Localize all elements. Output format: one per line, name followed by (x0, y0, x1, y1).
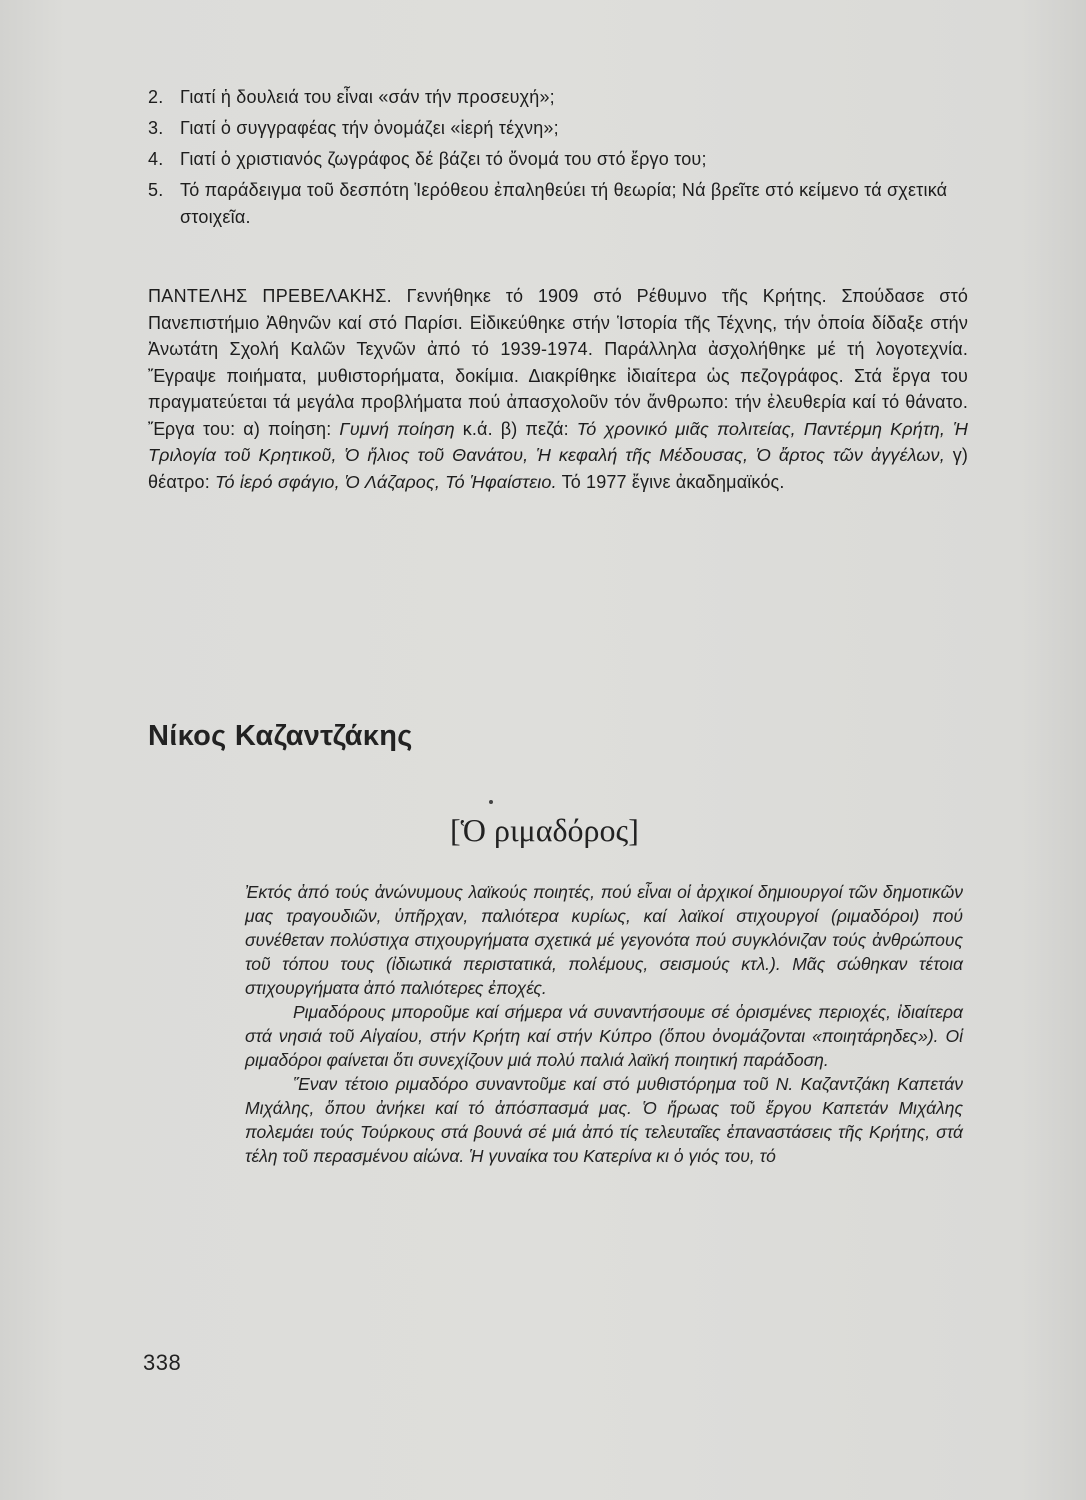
ornament-dot (489, 800, 493, 804)
question-number: 3. (148, 118, 164, 138)
work-title: [Ὁ ριμαδόρος] (450, 812, 639, 848)
introduction (245, 880, 963, 1168)
question-number: 2. (148, 87, 164, 107)
question-item (148, 84, 968, 111)
question-text: Τό παράδειγμα τοῦ δεσπότη Ἱερόθεου ἐπαληθεύει τή θεωρία; Νά βρεῖτε στό κείμενο τά σχετικά στοιχεῖα. (180, 180, 948, 227)
bio-text: γ) θέατρο: (148, 445, 968, 492)
bio-text: Γεννήθηκε τό 1909 στό Ρέθυμνο τῆς Κρήτης. Σπούδασε στό Πανεπιστήμιο Ἀθηνῶν καί στό Παρίσι. Εἰδικεύθηκε στήν Ἱστορία τῆς Τέχνης, τήν ὁποία δίδαξε στήν Ἀνωτάτη Σχολή Καλῶν Τεχνῶν ἀπό τό 1939-1974. Παράλληλα ἀσχολήθηκε μέ τή λογοτεχνία. Ἔγραψε ποιήματα, μυθιστορήματα, δοκίμια. Διακρίθηκε ἰδιαίτερα ὡς πεζογράφος. Στά ἔργα του πραγματεύεται τά μεγάλα προβλήματα πού ἀπασχολοῦν τόν ἄνθρωπο: τήν ἐλευθερία καί τό θάνατο. Ἔργα του: α) ποίηση: (148, 286, 968, 439)
question-number: 5. (148, 180, 164, 200)
bio-text: Τό 1977 ἔγινε ἀκαδημαϊκός. (556, 471, 785, 492)
author-biography (148, 283, 968, 495)
question-list (148, 84, 968, 235)
page-number: 338 (143, 1350, 182, 1375)
intro-paragraph: Ἐκτός ἀπό τούς ἀνώνυμους λαϊκούς ποιητές, πού εἶναι οἱ ἀρχικοί δημιουργοί τῶν δημοτικῶν μας τραγουδιῶν, ὑπῆρχαν, παλιότερα κυρίως, καί λαϊκοί στιχουργοί (ριμαδόροι) πού συνέθεταν πολύστιχα στιχουργήματα σχετικά μέ γεγονότα πού συγκλόνιζαν τούς ἀνθρώπους τοῦ τόπου τους (ἰδιωτικά περιστατικά, πολέμους, σεισμούς κτλ.). Μᾶς σώθηκαν τέτοια στιχουργήματα ἀπό παλιότερες ἐποχές. (245, 882, 963, 998)
intro-paragraph: Ἕναν τέτοιο ριμαδόρο συναντοῦμε καί στό μυθιστόρημα τοῦ Ν. Καζαντζάκη Καπετάν Μιχάλης, ὅπου ἀνήκει καί τό ἀπόσπασμά μας. Ὁ ἥρωας τοῦ ἔργου Καπετάν Μιχάλης πολεμάει τούς Τούρκους στά βουνά σέ μιά ἀπό τίς τελευταῖες ἐπαναστάσεις τῆς Κρήτης, στά τέλη τοῦ περασμένου αἰώνα. Ἡ γυναίκα του Κατερίνα κι ὁ γιός του, τό (245, 1074, 963, 1166)
question-item (148, 146, 968, 173)
question-item (148, 177, 968, 231)
section-heading: Νίκος Καζαντζάκης (148, 720, 413, 752)
bio-text: κ.ά. β) πεζά: (454, 418, 577, 439)
bio-theatre-works: Τό ἱερό σφάγιο, Ὁ Λάζαρος, Τό Ἡφαίστειο. (215, 471, 557, 492)
bio-poetry-works: Γυμνή ποίηση (339, 418, 455, 439)
bio-prose-works: Τό χρονικό μιᾶς πολιτείας, Παντέρμη Κρήτη, Ἡ Τριλογία τοῦ Κρητικοῦ, Ὁ ἥλιος τοῦ Θανάτου, Ἡ κεφαλή τῆς Μέδουσας, Ὁ ἄρτος τῶν ἀγγέλων, (148, 418, 968, 465)
question-number: 4. (148, 149, 164, 169)
question-text: Γιατί ὁ χριστιανός ζωγράφος δέ βάζει τό ὄνομά του στό ἔργο του; (180, 149, 707, 169)
intro-paragraph: Ριμαδόρους μποροῦμε καί σήμερα νά συναντήσουμε σέ ὁρισμένες περιοχές, ἰδιαίτερα στά νησιά τοῦ Αἰγαίου, στήν Κρήτη καί στήν Κύπρο (ὅπου ὀνομάζονται «ποιητάρηδες»). Οἱ ριμαδόροι φαίνεται ὅτι συνεχίζουν μιά πολύ παλιά λαϊκή ποιητική παράδοση. (245, 1002, 963, 1070)
author-name: ΠΑΝΤΕΛΗΣ ΠΡΕΒΕΛΑΚΗΣ. (148, 286, 392, 306)
question-item (148, 115, 968, 142)
question-text: Γιατί ὁ συγγραφέας τήν ὀνομάζει «ἱερή τέχνη»; (180, 118, 559, 138)
question-text: Γιατί ἡ δουλειά του εἶναι «σάν τήν προσευχή»; (180, 87, 555, 107)
